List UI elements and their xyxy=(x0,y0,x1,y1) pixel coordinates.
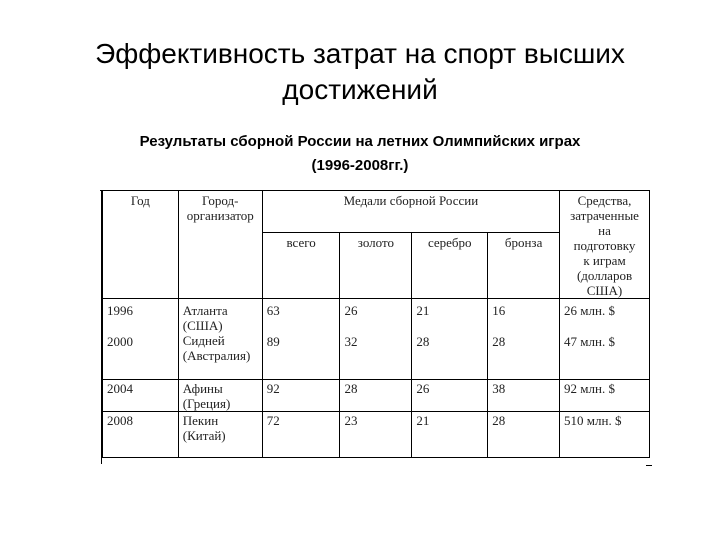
city-beijing: Пекин xyxy=(182,413,219,428)
cell-gold xyxy=(340,299,412,380)
silver-2000: 28 xyxy=(416,334,430,349)
city-atlanta: Атланта xyxy=(182,303,228,318)
year-2004: 2004 xyxy=(107,381,133,396)
cell-city xyxy=(178,299,262,380)
header-funds-line-4: подготовку xyxy=(573,238,636,253)
table-row-2008 xyxy=(103,412,650,458)
header-funds-line-5: к играм xyxy=(583,253,626,268)
cell-city xyxy=(178,380,262,412)
silver-1996: 21 xyxy=(416,303,430,318)
city-athens: Афины xyxy=(182,381,223,396)
year-1996: 1996 xyxy=(107,303,133,318)
cell-year xyxy=(103,299,179,380)
country-usa: (США) xyxy=(182,318,223,333)
year-2008: 2008 xyxy=(107,413,133,428)
bronze-1996: 16 xyxy=(492,303,506,318)
header-year-text: Год xyxy=(130,193,150,208)
cell-silver xyxy=(412,299,488,380)
header-medals xyxy=(262,191,559,233)
cell-year xyxy=(103,380,179,412)
total-1996: 63 xyxy=(266,303,280,318)
cell-silver: 21 xyxy=(412,412,488,458)
funds-1996: 26 млн. $ xyxy=(564,303,615,318)
header-row-top xyxy=(103,191,650,233)
header-city-line-1: Город- xyxy=(202,193,239,208)
header-funds-line-2: затраченные xyxy=(570,208,639,223)
country-china: (Китай) xyxy=(182,428,226,443)
cell-funds: 92 млн. $ xyxy=(560,380,650,412)
header-funds-line-6: (долларов xyxy=(576,268,633,283)
header-funds-line-1: Средства, xyxy=(577,193,632,208)
cell-gold: 23 xyxy=(340,412,412,458)
cell-city xyxy=(178,412,262,458)
country-greece: (Греция) xyxy=(182,396,231,411)
gold-2000: 32 xyxy=(344,334,358,349)
header-gold: золото xyxy=(340,232,412,298)
cell-year xyxy=(103,412,179,458)
header-year xyxy=(103,191,179,299)
caption-line-1: Результаты сборной России на летних Олимпийских играх xyxy=(139,133,581,150)
cell-total xyxy=(262,299,340,380)
header-funds-line-7: США) xyxy=(586,283,623,298)
olympic-results-table xyxy=(102,190,650,458)
cell-bronze xyxy=(488,299,560,380)
total-2000: 89 xyxy=(266,334,280,349)
cell-total: 92 xyxy=(262,380,340,412)
cell-bronze: 38 xyxy=(488,380,560,412)
header-city xyxy=(178,191,262,299)
header-medals-text: Медали сборной России xyxy=(343,193,479,208)
caption-line-2: (1996-2008гг.) xyxy=(311,157,409,174)
header-total: всего xyxy=(262,232,340,298)
year-2000: 2000 xyxy=(107,334,133,349)
table-row-2004 xyxy=(103,380,650,412)
header-funds-line-3: на xyxy=(598,223,611,238)
table-caption xyxy=(60,130,660,178)
cell-funds: 510 млн. $ xyxy=(560,412,650,458)
header-silver: серебро xyxy=(412,232,488,298)
olympic-results-table-container xyxy=(101,190,650,464)
country-australia: (Австралия) xyxy=(182,348,251,363)
cell-funds xyxy=(560,299,650,380)
funds-2000: 47 млн. $ xyxy=(564,334,615,349)
table-tail-line xyxy=(646,465,652,466)
table-row-1996-2000 xyxy=(103,299,650,380)
city-sydney: Сидней xyxy=(182,333,225,348)
gold-1996: 26 xyxy=(344,303,358,318)
cell-gold: 28 xyxy=(340,380,412,412)
header-city-line-2: организатор xyxy=(186,208,254,223)
slide-title: Эффективность затрат на спорт высших достижений xyxy=(95,38,625,105)
header-bronze: бронза xyxy=(488,232,560,298)
cell-silver: 26 xyxy=(412,380,488,412)
bronze-2000: 28 xyxy=(492,334,506,349)
cell-total: 72 xyxy=(262,412,340,458)
header-funds xyxy=(560,191,650,299)
cell-bronze: 28 xyxy=(488,412,560,458)
